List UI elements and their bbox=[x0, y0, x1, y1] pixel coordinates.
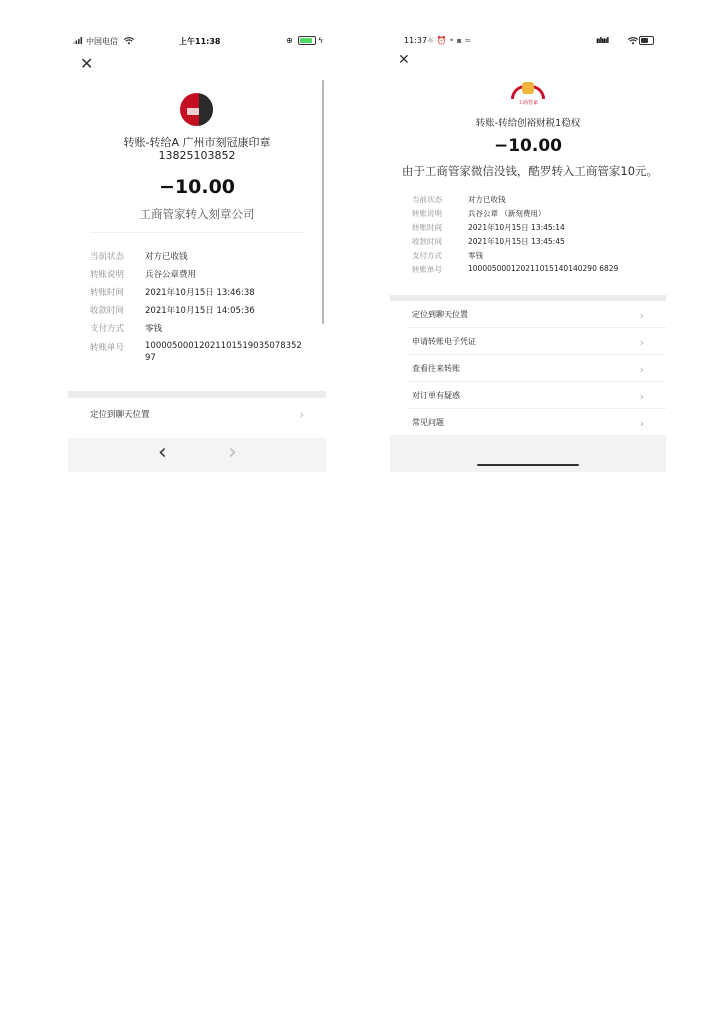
chevron-right-icon: › bbox=[639, 390, 644, 403]
close-icon[interactable]: ✕ bbox=[398, 52, 410, 68]
divider bbox=[408, 381, 666, 382]
transfer-amount: −10.00 bbox=[158, 176, 236, 198]
left-transfer-screen: 中国电信 上午11:38 ⊕ ϟ ✕ 转账-转给A 广州市刻冠康印章 13825103852 −10.00 工商管家转入刻章公司 当前状态 对方已收钱 转账说明 兵谷公章费用 转账时间 2021年10月15日 13:46:38 收款时间 2021年10月15日 14:05:36 支付方式 零钱 转账单号 10000500012021101519035078352 97 定位到聊天位置 › ‹ › bbox=[68, 30, 326, 472]
chevron-right-icon: › bbox=[639, 309, 644, 322]
status-bar bbox=[390, 36, 666, 50]
status-time: 上午11:38 bbox=[179, 37, 221, 46]
scrollbar[interactable] bbox=[322, 80, 324, 324]
right-transfer-screen: 11:37 ☼ ⏰ • ▪ ≈ ıılıııl ✕ 工商管家 转账-转给创裕财税1稳权 −10.00 由于工商管家微信没钱，酷罗转入工商管家10元。 当前状态 对方已收钱 转账说明 兵谷公章 （新刻费用） 转账时间 2021年10月15日 13:45:14 收款时间 2021年10月15日 13:45:45 支付方式 零钱 转账单号 100005000120211015140140290 6829 定位到聊天位置 › 申请转账电子凭证 › 查看往来转账 › 对订单有疑惑 › 常见问题 › bbox=[390, 30, 666, 472]
divider bbox=[90, 232, 304, 233]
divider bbox=[408, 408, 666, 409]
chevron-right-icon: › bbox=[639, 417, 644, 430]
orientation-lock-icon: ⊕ bbox=[286, 36, 293, 45]
home-indicator[interactable] bbox=[477, 464, 579, 466]
divider bbox=[408, 327, 666, 328]
transfer-note: 工商管家转入刻章公司 bbox=[139, 207, 255, 221]
e-voucher-button[interactable]: 申请转账电子凭证 › bbox=[412, 336, 644, 349]
bottom-gesture-area bbox=[390, 435, 666, 472]
back-button[interactable]: ‹ bbox=[158, 440, 167, 465]
browser-nav-bar bbox=[68, 438, 326, 472]
forward-button[interactable]: › bbox=[228, 440, 237, 465]
notification-icons: ☼ ⏰ • ▪ ≈ bbox=[427, 36, 472, 45]
wifi-icon bbox=[626, 36, 638, 45]
view-transfers-button[interactable]: 查看往来转账 › bbox=[412, 363, 644, 376]
section-gap bbox=[68, 391, 326, 398]
status-time: 11:37 bbox=[404, 36, 428, 45]
wifi-icon bbox=[122, 36, 134, 45]
locate-chat-button[interactable]: 定位到聊天位置 › bbox=[412, 309, 644, 322]
recipient-phone: 13825103852 bbox=[158, 149, 236, 162]
transfer-title: 转账-转给创裕财税1稳权 bbox=[475, 118, 581, 129]
chevron-right-icon: › bbox=[639, 363, 644, 376]
status-bar bbox=[68, 36, 326, 50]
chevron-right-icon: › bbox=[639, 336, 644, 349]
order-question-button[interactable]: 对订单有疑惑 › bbox=[412, 390, 644, 403]
chevron-right-icon: › bbox=[299, 408, 304, 421]
transfer-note: 由于工商管家微信没钱，酷罗转入工商管家10元。 bbox=[401, 164, 659, 178]
signal-icon: ıılıııl bbox=[596, 36, 609, 45]
section-gap bbox=[390, 295, 666, 301]
close-icon[interactable]: ✕ bbox=[80, 54, 94, 73]
charging-icon: ϟ bbox=[318, 36, 324, 45]
signal-icon bbox=[72, 36, 83, 45]
transfer-amount: −10.00 bbox=[493, 136, 563, 156]
faq-button[interactable]: 常见问题 › bbox=[412, 417, 644, 430]
carrier-name: 中国电信 bbox=[86, 37, 118, 46]
avatar bbox=[180, 93, 213, 126]
locate-chat-button[interactable]: 定位到聊天位置 › bbox=[90, 408, 304, 421]
divider bbox=[408, 354, 666, 355]
transfer-title: 转账-转给A 广州市刻冠康印章 bbox=[123, 136, 271, 149]
company-logo: 工商管家 bbox=[511, 82, 545, 108]
